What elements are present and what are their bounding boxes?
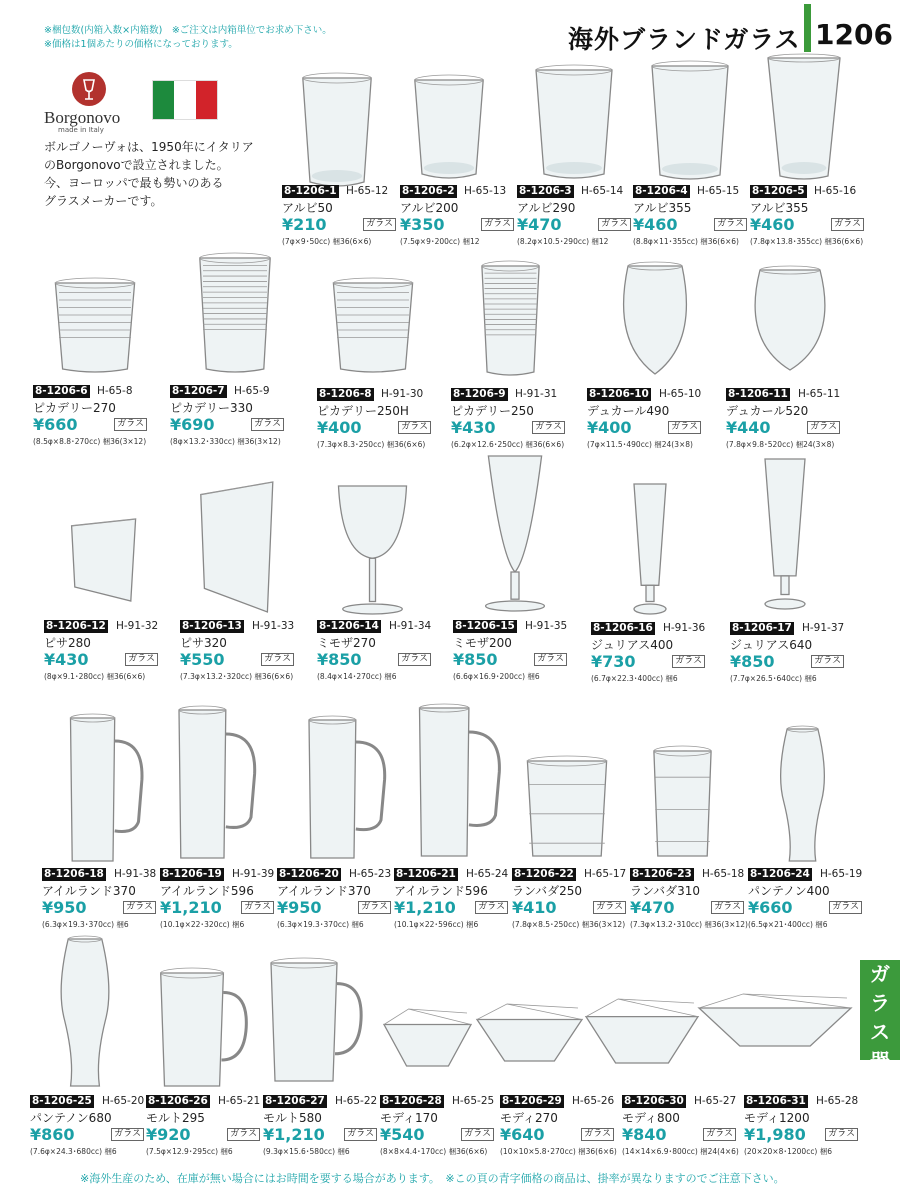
product-subcode: H-65-26 <box>572 1095 615 1107</box>
product-name: デュカール490 <box>587 404 670 418</box>
product-image-ribbed-icon[interactable] <box>328 275 418 379</box>
product-name: ミモザ270 <box>317 636 376 650</box>
product-spec: (7φ×9･50cc) 梱36(6×6) <box>282 237 372 246</box>
product-code: 8-1206-27 <box>265 1095 325 1107</box>
product-image-mug-short-icon[interactable] <box>155 965 250 1094</box>
product-price: ¥470 <box>517 215 562 234</box>
product-card[interactable] <box>317 388 433 468</box>
product-price: ¥1,210 <box>263 1125 325 1144</box>
product-price: ¥850 <box>730 652 775 671</box>
product-card[interactable] <box>263 1095 379 1175</box>
product-subcode: H-91-37 <box>802 622 845 634</box>
product-name: アイルランド596 <box>394 884 488 898</box>
product-spec: (10.1φ×22･596cc) 梱6 <box>394 920 479 929</box>
product-code: 8-1206-25 <box>32 1095 92 1107</box>
product-subcode: H-65-22 <box>335 1095 378 1107</box>
product-subcode: H-91-33 <box>252 620 295 632</box>
product-spec: (20×20×8･1200cc) 梱6 <box>744 1147 833 1156</box>
product-subcode: H-65-12 <box>346 185 389 197</box>
product-subcode: H-91-39 <box>232 868 275 880</box>
product-card[interactable] <box>744 1095 860 1175</box>
product-price: ¥640 <box>500 1125 545 1144</box>
product-subcode: H-65-13 <box>464 185 507 197</box>
product-subcode: H-65-11 <box>798 388 841 400</box>
note-line: ※梱包数(内箱入数×内箱数) ※ご注文は内箱単位でお求め下さい。 <box>44 25 332 36</box>
product-spec: (8.2φ×10.5･290cc) 梱12 <box>517 237 609 246</box>
product-spec: (6.2φ×12.6･250cc) 梱36(6×6) <box>451 440 565 449</box>
product-image-slant-tall-icon[interactable] <box>190 478 280 620</box>
product-subcode: H-65-15 <box>697 185 740 197</box>
product-name: パンテノン680 <box>30 1111 112 1125</box>
product-subcode: H-91-31 <box>515 388 558 400</box>
product-image-weizen-icon[interactable] <box>775 725 830 869</box>
product-spec: (7φ×11.5･490cc) 梱24(3×8) <box>587 440 693 449</box>
product-price: ¥950 <box>277 898 322 917</box>
product-code: 8-1206-17 <box>732 622 792 634</box>
material-badge: ガラス <box>227 1128 260 1141</box>
product-subcode: H-65-23 <box>349 868 392 880</box>
material-badge: ガラス <box>829 901 862 914</box>
product-spec: (7.3φ×13.2･310cc) 梱36(3×12) <box>630 920 748 929</box>
product-name: ピカデリー270 <box>33 401 116 415</box>
product-subcode: H-65-10 <box>659 388 702 400</box>
product-image-bowl-icon[interactable] <box>380 1005 475 1074</box>
product-name: ジュリアス400 <box>591 638 674 652</box>
material-badge: ガラス <box>461 1128 494 1141</box>
product-image-stemless-icon[interactable] <box>610 258 700 382</box>
product-name: ミモザ200 <box>453 636 512 650</box>
product-image-ribbed-icon[interactable] <box>50 275 140 379</box>
material-badge: ガラス <box>593 901 626 914</box>
product-card[interactable] <box>730 622 846 702</box>
product-code: 8-1206-26 <box>148 1095 208 1107</box>
product-image-tumbler-icon[interactable] <box>640 58 740 187</box>
product-name: アルビ50 <box>282 201 333 215</box>
product-image-tall-icon[interactable] <box>764 52 844 186</box>
product-spec: (7.8φ×13.8･355cc) 梱36(6×6) <box>750 237 864 246</box>
tab-char: 器 <box>870 1049 890 1073</box>
product-price: ¥1,980 <box>744 1125 806 1144</box>
product-name: ジュリアス640 <box>730 638 813 652</box>
product-price: ¥430 <box>44 650 89 669</box>
product-subcode: H-91-36 <box>663 622 706 634</box>
product-spec: (7.5φ×12.9･295cc) 梱6 <box>146 1147 233 1156</box>
brand-logo <box>44 72 154 132</box>
product-price: ¥540 <box>380 1125 425 1144</box>
product-spec: (8.5φ×8.8･270cc) 梱36(3×12) <box>33 437 147 446</box>
product-code: 8-1206-29 <box>502 1095 562 1107</box>
flag-stripe-red <box>196 81 217 119</box>
product-name: アルビ355 <box>633 201 692 215</box>
product-code: 8-1206-15 <box>455 620 515 632</box>
product-code: 8-1206-4 <box>635 185 688 197</box>
product-spec: (8φ×9.1･280cc) 梱36(6×6) <box>44 672 146 681</box>
product-subcode: H-91-34 <box>389 620 432 632</box>
product-code: 8-1206-7 <box>172 385 225 397</box>
product-spec: (8×8×4.4･170cc) 梱36(6×6) <box>380 1147 488 1156</box>
product-name: アイルランド370 <box>277 884 371 898</box>
product-card[interactable] <box>517 185 633 265</box>
product-name: モディ170 <box>380 1111 438 1125</box>
product-code: 8-1206-9 <box>453 388 506 400</box>
product-name: ピサ280 <box>44 636 91 650</box>
product-name: ピカデリー250H <box>317 404 409 418</box>
product-image-pilsner-icon[interactable] <box>630 480 670 619</box>
product-image-mug-tall-icon[interactable] <box>170 702 260 866</box>
product-image-goblet-icon[interactable] <box>330 480 415 619</box>
product-spec: (6.3φ×19.3･370cc) 梱6 <box>42 920 129 929</box>
product-name: アルビ355 <box>750 201 809 215</box>
product-name: モディ270 <box>500 1111 558 1125</box>
footer-note: ※海外生産のため、在庫が無い場合にはお時間を要する場合があります。 ※この頁の青字価格の商品は、掛率が異なりますのでご注意下さい。 <box>80 1172 785 1185</box>
product-card[interactable] <box>160 868 276 948</box>
flag-stripe-white <box>174 81 195 119</box>
section-tab-glassware[interactable] <box>860 960 900 1073</box>
material-badge: ガラス <box>532 421 565 434</box>
product-subcode: H-91-38 <box>114 868 157 880</box>
product-card[interactable] <box>591 622 707 702</box>
product-image-tumbler-icon[interactable] <box>524 62 624 186</box>
product-card[interactable] <box>44 620 160 700</box>
product-card[interactable] <box>748 868 864 948</box>
material-badge: ガラス <box>475 901 508 914</box>
product-name: パンテノン400 <box>748 884 830 898</box>
product-card[interactable] <box>622 1095 738 1175</box>
material-badge: ガラス <box>831 218 864 231</box>
product-image-ribbed-tall-icon[interactable] <box>195 250 275 379</box>
product-spec: (14×14×6.9･800cc) 梱24(4×6) <box>622 1147 739 1156</box>
product-price: ¥950 <box>42 898 87 917</box>
product-price: ¥470 <box>630 898 675 917</box>
material-badge: ガラス <box>711 901 744 914</box>
product-card[interactable] <box>380 1095 496 1175</box>
product-spec: (7.8φ×9.8･520cc) 梱24(3×8) <box>726 440 835 449</box>
product-spec: (10×10×5.8･270cc) 梱36(6×6) <box>500 1147 617 1156</box>
product-name: アイルランド370 <box>42 884 136 898</box>
product-price: ¥460 <box>633 215 678 234</box>
product-code: 8-1206-19 <box>162 868 222 880</box>
flag-stripe-green <box>153 81 174 119</box>
product-name: モルト580 <box>263 1111 322 1125</box>
material-badge: ガラス <box>807 421 840 434</box>
product-image-slant-icon[interactable] <box>62 515 142 609</box>
product-spec: (10.1φ×22･320cc) 梱6 <box>160 920 245 929</box>
product-code: 8-1206-10 <box>589 388 649 400</box>
product-subcode: H-91-32 <box>116 620 159 632</box>
product-card[interactable] <box>500 1095 616 1175</box>
product-code: 8-1206-6 <box>35 385 88 397</box>
product-code: 8-1206-11 <box>728 388 788 400</box>
product-price: ¥440 <box>726 418 771 437</box>
product-image-mug-short-icon[interactable] <box>265 955 365 1089</box>
product-price: ¥660 <box>33 415 78 434</box>
product-code: 8-1206-2 <box>402 185 455 197</box>
product-code: 8-1206-18 <box>44 868 104 880</box>
product-name: アルビ290 <box>517 201 576 215</box>
product-price: ¥1,210 <box>394 898 456 917</box>
product-image-stemless-wide-icon[interactable] <box>740 262 840 378</box>
product-price: ¥660 <box>748 898 793 917</box>
product-price: ¥430 <box>451 418 496 437</box>
material-badge: ガラス <box>125 653 158 666</box>
product-subcode: H-65-17 <box>584 868 627 880</box>
product-name: ランバダ310 <box>630 884 701 898</box>
brand-intro <box>44 138 294 210</box>
product-code: 8-1206-28 <box>382 1095 442 1107</box>
product-card[interactable] <box>30 1095 146 1175</box>
product-code: 8-1206-21 <box>396 868 456 880</box>
product-code: 8-1206-5 <box>752 185 805 197</box>
product-image-mug-tall-icon[interactable] <box>410 700 505 864</box>
intro-line: 今、ヨーロッパで最も勢いのある <box>44 176 224 190</box>
product-name: ピカデリー250 <box>451 404 534 418</box>
product-price: ¥850 <box>453 650 498 669</box>
product-image-bowl-icon[interactable] <box>473 1000 586 1069</box>
product-card[interactable] <box>750 185 866 265</box>
product-name: デュカール520 <box>726 404 809 418</box>
product-spec: (9.3φ×15.6･580cc) 梱6 <box>263 1147 350 1156</box>
product-price: ¥860 <box>30 1125 75 1144</box>
product-code: 8-1206-24 <box>750 868 810 880</box>
product-subcode: H-65-25 <box>452 1095 495 1107</box>
product-code: 8-1206-3 <box>519 185 572 197</box>
material-badge: ガラス <box>398 653 431 666</box>
product-name: アイルランド596 <box>160 884 254 898</box>
product-price: ¥920 <box>146 1125 191 1144</box>
product-image-mug-tall-icon[interactable] <box>62 710 147 869</box>
product-image-weizen-icon[interactable] <box>55 935 115 1094</box>
product-name: ピカデリー330 <box>170 401 253 415</box>
product-card[interactable] <box>180 620 296 700</box>
product-price: ¥840 <box>622 1125 667 1144</box>
note-line: ※価格は1個あたりの価格になっております。 <box>44 39 238 50</box>
material-badge: ガラス <box>398 421 431 434</box>
product-name: モディ800 <box>622 1111 680 1125</box>
product-card[interactable] <box>512 868 628 948</box>
material-badge: ガラス <box>111 1128 144 1141</box>
product-spec: (7.6φ×24.3･680cc) 梱6 <box>30 1147 117 1156</box>
product-image-tumbler-icon[interactable] <box>292 70 382 194</box>
italy-flag-icon <box>152 80 218 120</box>
product-image-stack-icon[interactable] <box>522 755 612 864</box>
order-notes <box>44 24 332 52</box>
product-card[interactable] <box>146 1095 262 1175</box>
product-subcode: H-65-18 <box>702 868 745 880</box>
page-title: 海外ブランドガラス <box>568 25 801 54</box>
tab-char: ラ <box>870 991 890 1015</box>
product-code: 8-1206-13 <box>182 620 242 632</box>
product-price: ¥460 <box>750 215 795 234</box>
brand-subtitle: made in Italy <box>58 126 104 134</box>
product-name: モルト295 <box>146 1111 205 1125</box>
material-badge: ガラス <box>241 901 274 914</box>
material-badge: ガラス <box>363 218 396 231</box>
product-price: ¥210 <box>282 215 327 234</box>
product-card[interactable] <box>317 620 433 700</box>
product-subcode: H-65-19 <box>820 868 863 880</box>
product-card[interactable] <box>453 620 569 700</box>
product-spec: (7.7φ×26.5･640cc) 梱6 <box>730 674 817 683</box>
product-card[interactable] <box>282 185 398 265</box>
product-spec: (7.5φ×9･200cc) 梱12 <box>400 237 480 246</box>
product-code: 8-1206-31 <box>746 1095 806 1107</box>
product-subcode: H-65-21 <box>218 1095 261 1107</box>
product-subcode: H-65-16 <box>814 185 857 197</box>
material-badge: ガラス <box>825 1128 858 1141</box>
product-card[interactable] <box>33 385 149 465</box>
product-code: 8-1206-14 <box>319 620 379 632</box>
material-badge: ガラス <box>123 901 156 914</box>
product-code: 8-1206-1 <box>284 185 337 197</box>
tab-char: ガ <box>870 962 890 986</box>
product-price: ¥400 <box>317 418 362 437</box>
material-badge: ガラス <box>672 655 705 668</box>
product-code: 8-1206-16 <box>593 622 653 634</box>
material-badge: ガラス <box>251 418 284 431</box>
product-card[interactable] <box>277 868 393 948</box>
material-badge: ガラス <box>598 218 631 231</box>
product-name: ピサ320 <box>180 636 227 650</box>
tab-char: ス <box>870 1020 890 1044</box>
product-subcode: H-91-30 <box>381 388 424 400</box>
material-badge: ガラス <box>344 1128 377 1141</box>
product-image-bowl-wide-icon[interactable] <box>695 990 855 1054</box>
brand-name: Borgonovo <box>44 108 121 127</box>
product-subcode: H-65-28 <box>816 1095 859 1107</box>
product-code: 8-1206-30 <box>624 1095 684 1107</box>
product-spec: (8.8φ×11･355cc) 梱36(6×6) <box>633 237 739 246</box>
material-badge: ガラス <box>261 653 294 666</box>
product-spec: (7.3φ×8.3･250cc) 梱36(6×6) <box>317 440 426 449</box>
product-image-stack-tall-icon[interactable] <box>650 745 715 864</box>
product-card[interactable] <box>633 185 749 265</box>
product-code: 8-1206-23 <box>632 868 692 880</box>
product-price: ¥350 <box>400 215 445 234</box>
material-badge: ガラス <box>668 421 701 434</box>
product-subcode: H-65-20 <box>102 1095 145 1107</box>
product-price: ¥1,210 <box>160 898 222 917</box>
product-card[interactable] <box>630 868 746 948</box>
product-subcode: H-65-9 <box>234 385 270 397</box>
product-card[interactable] <box>587 388 703 468</box>
product-image-tumbler-icon[interactable] <box>404 72 494 186</box>
product-spec: (8.4φ×14･270cc) 梱6 <box>317 672 397 681</box>
intro-line: グラスメーカーです。 <box>44 194 163 208</box>
material-badge: ガラス <box>114 418 147 431</box>
product-name: アルビ200 <box>400 201 459 215</box>
product-code: 8-1206-20 <box>279 868 339 880</box>
product-image-ribbed-tall-icon[interactable] <box>478 258 543 382</box>
header-accent-bar <box>804 4 811 52</box>
product-subcode: H-65-8 <box>97 385 133 397</box>
product-card[interactable] <box>170 385 286 465</box>
product-price: ¥730 <box>591 652 636 671</box>
product-price: ¥550 <box>180 650 225 669</box>
product-spec: (6.3φ×19.3･370cc) 梱6 <box>277 920 364 929</box>
material-badge: ガラス <box>703 1128 736 1141</box>
product-code: 8-1206-8 <box>319 388 372 400</box>
product-subcode: H-65-27 <box>694 1095 737 1107</box>
product-spec: (7.3φ×13.2･320cc) 梱36(6×6) <box>180 672 294 681</box>
page-number: 1206 <box>815 18 893 51</box>
product-spec: (6.6φ×16.9･200cc) 梱6 <box>453 672 540 681</box>
material-badge: ガラス <box>534 653 567 666</box>
intro-line: のBorgonovoで設立されました。 <box>44 158 229 172</box>
product-name: ランバダ250 <box>512 884 583 898</box>
material-badge: ガラス <box>581 1128 614 1141</box>
product-spec: (7.8φ×8.5･250cc) 梱36(3×12) <box>512 920 626 929</box>
product-name: モディ1200 <box>744 1111 810 1125</box>
material-badge: ガラス <box>358 901 391 914</box>
product-image-flute-icon[interactable] <box>480 452 550 616</box>
product-code: 8-1206-12 <box>46 620 106 632</box>
product-spec: (6.7φ×22.3･400cc) 梱6 <box>591 674 678 683</box>
material-badge: ガラス <box>714 218 747 231</box>
product-price: ¥690 <box>170 415 215 434</box>
material-badge: ガラス <box>481 218 514 231</box>
brand-mark-icon <box>72 72 106 106</box>
product-price: ¥410 <box>512 898 557 917</box>
material-badge: ガラス <box>811 655 844 668</box>
product-subcode: H-91-35 <box>525 620 568 632</box>
product-subcode: H-65-14 <box>581 185 624 197</box>
product-spec: (6.5φ×21･400cc) 梱6 <box>748 920 828 929</box>
product-subcode: H-65-24 <box>466 868 509 880</box>
product-price: ¥850 <box>317 650 362 669</box>
product-code: 8-1206-22 <box>514 868 574 880</box>
product-spec: (8φ×13.2･330cc) 梱36(3×12) <box>170 437 281 446</box>
product-image-pilsner-icon[interactable] <box>760 455 810 614</box>
product-card[interactable] <box>394 868 510 948</box>
intro-line: ボルゴノーヴォは、1950年にイタリア <box>44 140 254 154</box>
product-card[interactable] <box>400 185 516 265</box>
product-price: ¥400 <box>587 418 632 437</box>
product-image-mug-tall-icon[interactable] <box>300 712 390 866</box>
product-image-bowl-icon[interactable] <box>582 995 702 1071</box>
